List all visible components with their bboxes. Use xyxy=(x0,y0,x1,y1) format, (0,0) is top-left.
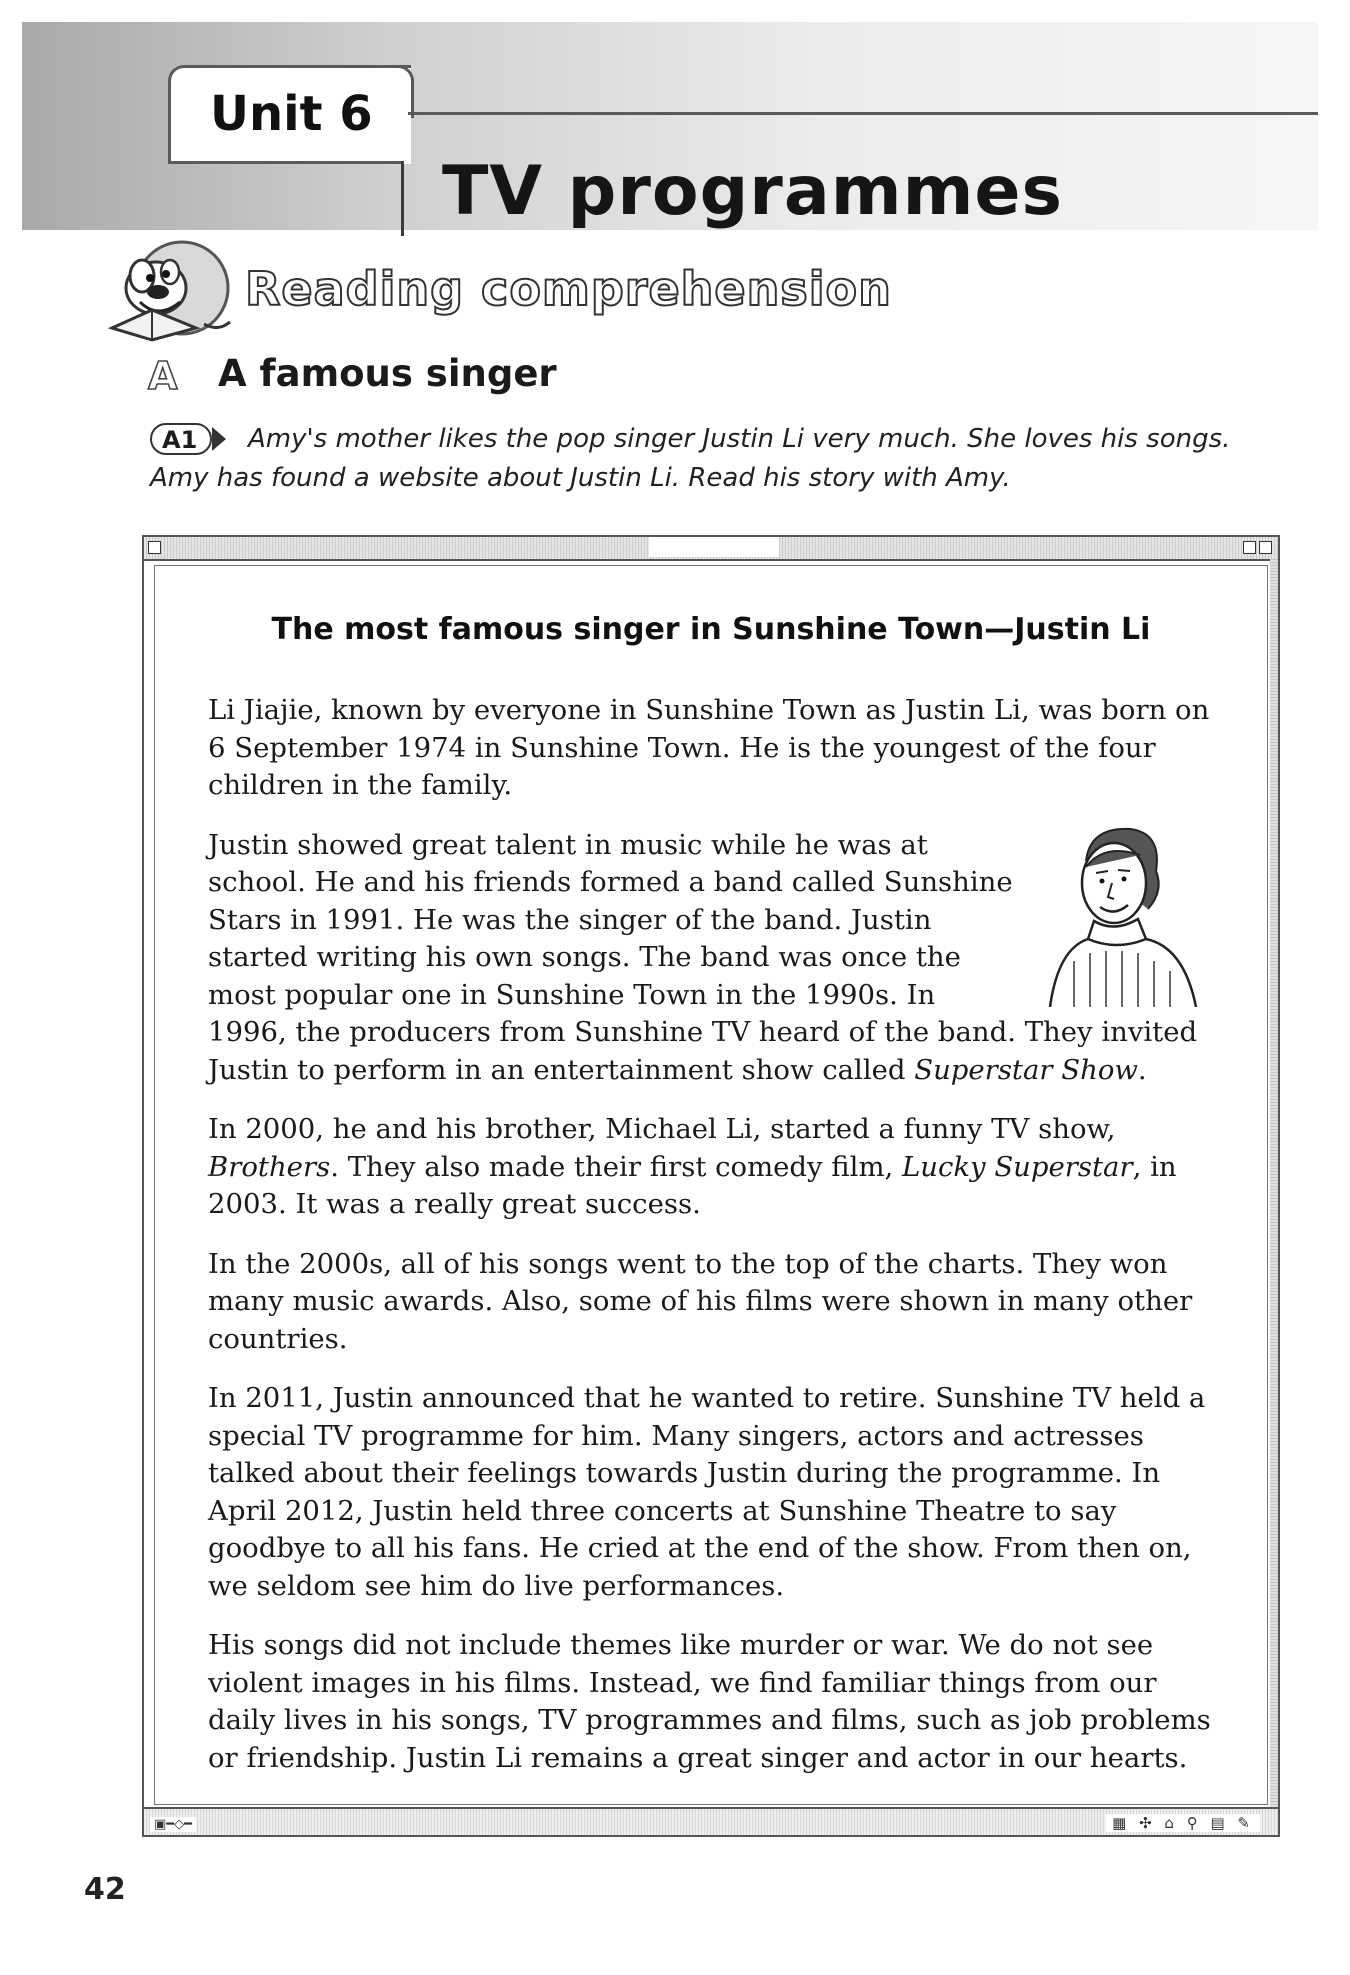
show-title-superstar: Superstar Show xyxy=(914,1053,1138,1086)
unit-title: TV programmes xyxy=(442,152,1064,231)
article-paragraph-3 xyxy=(208,1111,1218,1224)
portrait-illustration xyxy=(1044,821,1200,1007)
window-status-bar xyxy=(144,1807,1278,1835)
task-instruction-text: Amy's mother likes the pop singer Justin Li very much. She loves his songs. Amy has found a website about Justin Li. Read his story with Amy. xyxy=(150,424,1231,493)
article-paragraph-1: Li Jiajie, known by everyone in Sunshine Town as Justin Li, was born on 6 September 1974 in Sunshine Town. He is the youngest of the four children in the family. xyxy=(208,694,1210,801)
article-body xyxy=(208,692,1218,1799)
article-paragraph-3-b: . They also made their first comedy film, xyxy=(330,1150,902,1183)
window-title-bar xyxy=(144,537,1278,561)
article-paragraph-6: His songs did not include themes like murder or war. We do not see violent images in his films. Instead, we find familiar things from our daily lives in his songs, TV programmes and films, such as job problems or friendship. Justin Li remains a great singer and actor in our hearts. xyxy=(208,1629,1211,1774)
unit-label: Unit 6 xyxy=(210,86,373,142)
status-left-icon: ▣━◇━ xyxy=(150,1817,196,1832)
header-rule xyxy=(408,112,1318,115)
header-rule-curve xyxy=(395,65,414,118)
section-letter: A xyxy=(148,354,178,398)
window-scrollbar[interactable] xyxy=(1270,559,1278,1807)
article-paragraph-4: In the 2000s, all of his songs went to the top of the charts. They won many music awards. Also, some of his films were shown in many other countries. xyxy=(208,1247,1193,1355)
window-resize-icon[interactable] xyxy=(1243,541,1256,554)
window-close-icon[interactable] xyxy=(1259,541,1272,554)
show-title-brothers: Brothers xyxy=(208,1150,331,1183)
task-instruction xyxy=(150,420,1290,498)
film-title-lucky-superstar: Lucky Superstar xyxy=(902,1150,1133,1183)
badge-arrow-icon xyxy=(212,427,226,451)
subsection-title: A famous singer xyxy=(218,352,557,395)
article-paragraph-5: In 2011, Justin announced that he wanted to retire. Sunshine TV held a special TV programme for him. Many singers, actors and actresses talked about their feelings towards Justin during the programme. In April 2012, Justin held three concerts at Sunshine Theatre to say goodbye to all his fans. He cried at the end of the show. From then on, we seldom see him do live performances. xyxy=(208,1382,1206,1602)
article-paragraph-2-text: Justin showed great talent in music while he was at school. He and his friends formed a band called Sunshine Stars in 1991. He was the singer of the band. Justin started writing his own songs. The band was once the most popular one in Sunshine Town in the 1990s. In 1996, the producers from Sunshine TV heard of the band. They invited Justin to perform in an entertainment show called xyxy=(208,828,1198,1086)
article-paragraph-2 xyxy=(208,827,1218,1090)
unit-tab-underline xyxy=(168,161,401,164)
status-bar-icons: ▦ ✣ ⌂ ⚲ ▤ ✎ xyxy=(1106,1814,1260,1832)
header-divider xyxy=(401,161,404,236)
dog-mascot-icon xyxy=(92,236,242,346)
article-paragraph-3-c: , in 2003. It was a really great success. xyxy=(208,1150,1177,1220)
article-paragraph-2-end: . xyxy=(1137,1053,1147,1086)
window-minimize-icon[interactable] xyxy=(148,541,161,554)
section-title: Reading comprehension xyxy=(245,262,892,316)
task-badge: A1 xyxy=(150,423,212,455)
page-number: 42 xyxy=(84,1872,126,1907)
article-title: The most famous singer in Sunshine Town—Justin Li xyxy=(271,612,1151,647)
article-paragraph-3-a: In 2000, he and his brother, Michael Li, started a funny TV show, xyxy=(208,1113,1116,1145)
